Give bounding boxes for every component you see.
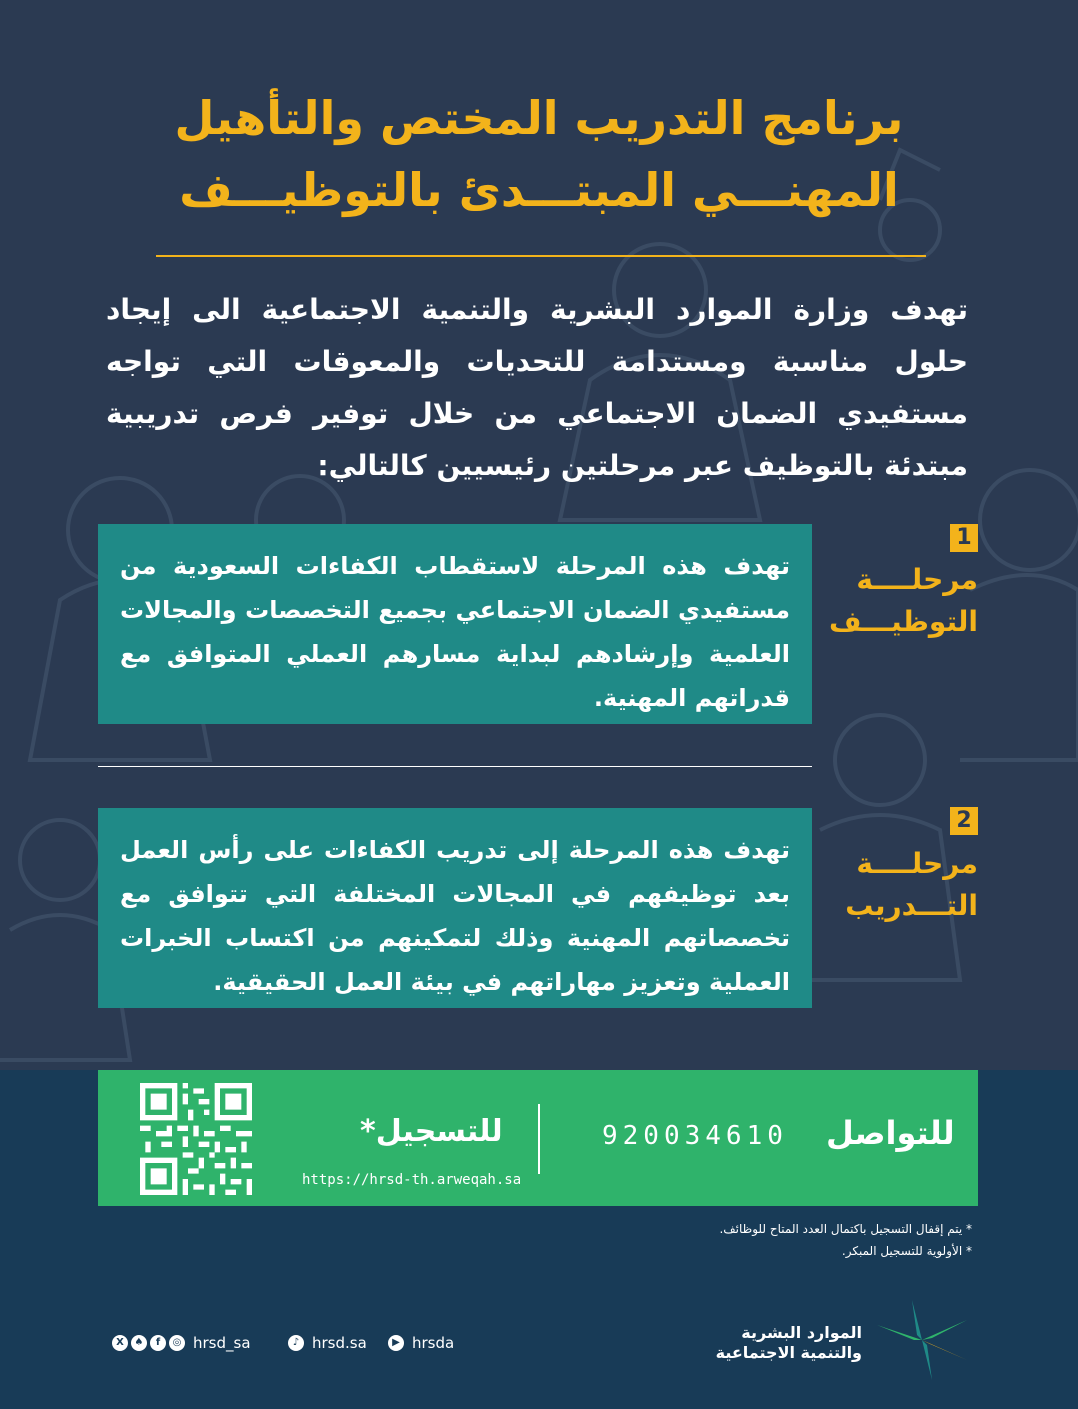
social-group-1: [112, 1334, 251, 1352]
ministry-logo-icon: [872, 1300, 972, 1380]
social-handle-1: hrsd_sa: [193, 1334, 251, 1352]
register-label: للتسجيل*: [360, 1114, 503, 1149]
logo-line2: والتنمية الاجتماعية: [715, 1343, 862, 1362]
snapchat-icon[interactable]: ♠: [131, 1335, 147, 1351]
phase-1-description: تهدف هذه المرحلة لاستقطاب الكفاءات السعودية من مستفيدي الضمان الاجتماعي بجميع التخصصات والمجالات العلمية وإرشادهم لبداية مسارهم العملي المتوافق مع قدراتهم المهنية.: [98, 524, 812, 724]
contact-phone[interactable]: 920034610: [602, 1121, 788, 1151]
logo-text: [700, 1323, 862, 1363]
social-group-3: [388, 1334, 454, 1352]
contact-label: للتواصل: [826, 1114, 955, 1152]
contact-divider: [538, 1104, 540, 1174]
youtube-icon[interactable]: ▶: [388, 1335, 404, 1351]
phase-2-label-line1: مرحلــــة: [856, 847, 978, 880]
phase-divider: [98, 766, 812, 767]
qr-code-icon[interactable]: [140, 1083, 252, 1195]
intro-paragraph: تهدف وزارة الموارد البشرية والتنمية الاجتماعية الى إيجاد حلول مناسبة ومستدامة للتحديات والمعوقات التي تواجه مستفيدي الضمان الاجتماعي من خلال توفير فرص تدريبية مبتدئة بالتوظيف عبر مرحلتين رئيسيين كالتالي:: [106, 293, 968, 482]
register-url[interactable]: https://hrsd-th.arweqah.sa: [302, 1172, 522, 1188]
phase-1-number: 1: [950, 524, 978, 552]
tiktok-icon[interactable]: ♪: [288, 1335, 304, 1351]
note-early-priority: * الأولوية للتسجيل المبكر.: [841, 1244, 972, 1258]
phase-2-label-line2: التـــدريب: [845, 889, 978, 922]
phase-1-label-line1: مرحلــــة: [856, 563, 978, 596]
title-underline: [156, 255, 926, 257]
social-handle-3: hrsda: [412, 1334, 455, 1352]
page-title-line2: المهنـــي المبتـــدئ بالتوظيـــف: [179, 163, 899, 217]
phase-2-number: 2: [950, 807, 978, 835]
social-handle-2: hrsd.sa: [312, 1334, 367, 1352]
social-group-2: [288, 1334, 367, 1352]
facebook-icon[interactable]: f: [150, 1335, 166, 1351]
phase-2-description: تهدف هذه المرحلة إلى تدريب الكفاءات على رأس العمل بعد توظيفهم في المجالات المختلفة التي تتوافق مع تخصصاتهم المهنية وذلك لتمكينهم من اكتساب الخبرات العملية وتعزيز مهاراتهم في بيئة العمل الحقيقية.: [98, 808, 812, 1008]
page-title-line1: برنامج التدريب المختص والتأهيل: [174, 91, 904, 145]
x-icon[interactable]: X: [112, 1335, 128, 1351]
instagram-icon[interactable]: ◎: [169, 1335, 185, 1351]
logo-line1: الموارد البشرية: [741, 1323, 862, 1342]
phase-1-label-line2: التوظيـــف: [829, 605, 978, 638]
note-registration-close: * يتم إقفال التسجيل باكتمال العدد المتاح للوظائف.: [719, 1222, 972, 1236]
